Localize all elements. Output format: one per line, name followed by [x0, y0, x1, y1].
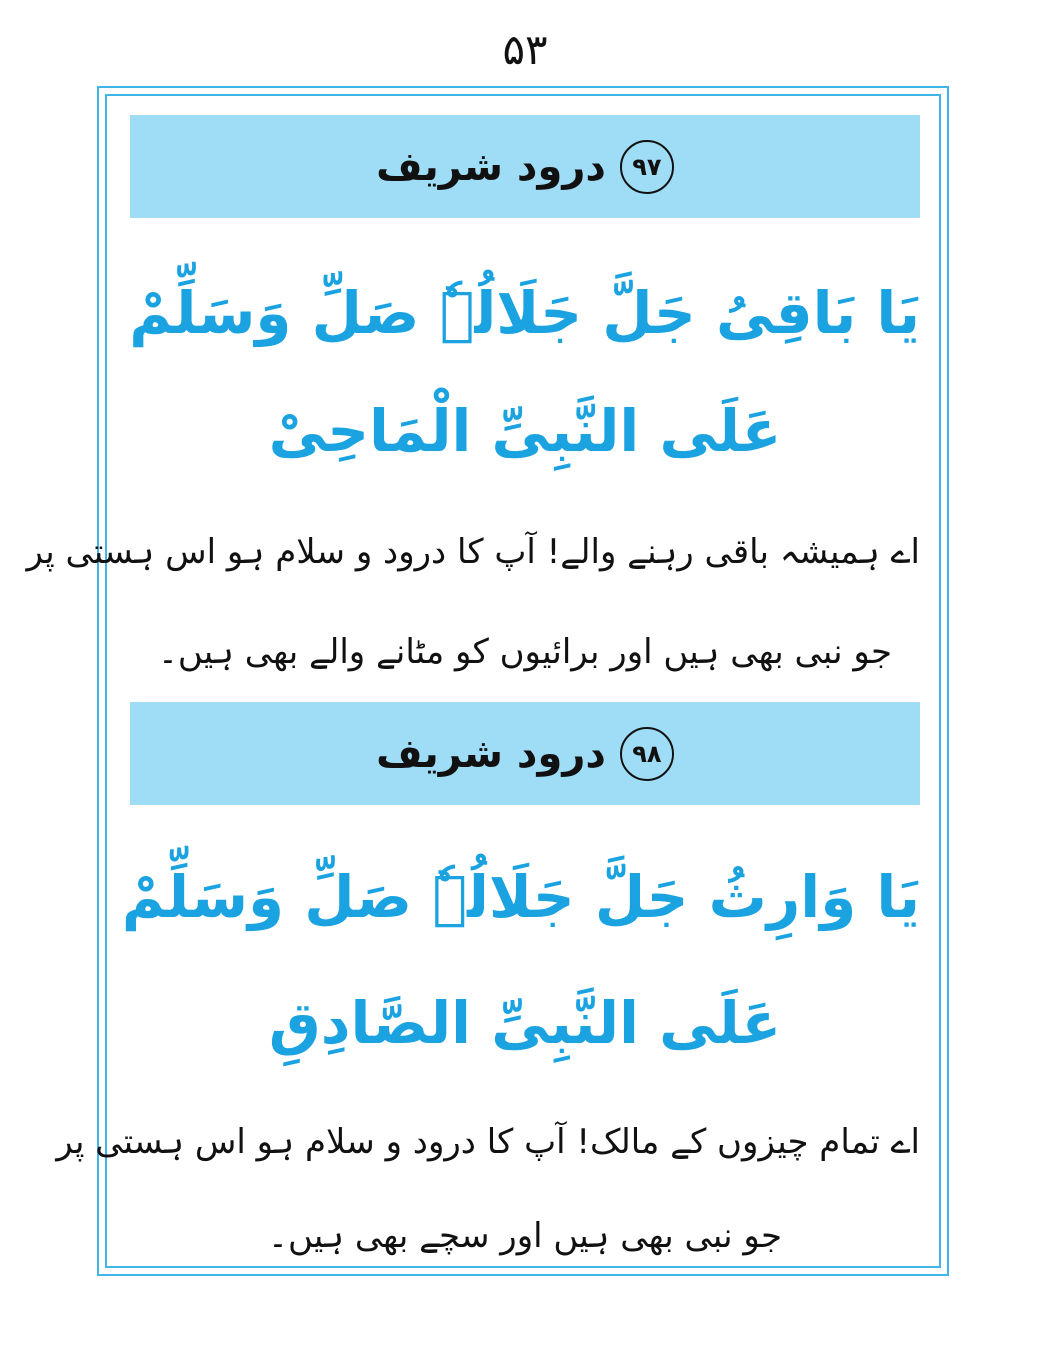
arabic-durood-line-1: یَا بَاقِیُ جَلَّ جَلَالُہٗ صَلِّ وَسَلِّمْ [129, 279, 920, 347]
urdu-translation-line-1: اے تمام چیزوں کے مالک! آپ کا درود و سلام ہو اس ہستی پر [56, 1122, 920, 1162]
section-header-98 [130, 702, 920, 805]
section-number-badge: ۹۷ [620, 140, 674, 194]
section-title: درود شریف [376, 730, 606, 777]
arabic-durood-line-1: یَا وَارِثُ جَلَّ جَلَالُہٗ صَلِّ وَسَلِّمْ [121, 863, 920, 931]
urdu-translation-line-2: جو نبی بھی ہیں اور برائیوں کو مٹانے والے بھی ہیں۔ [157, 632, 893, 672]
section-number-badge: ۹۸ [620, 727, 674, 781]
arabic-durood-line-2: عَلَى النَّبِیِّ الْمَاحِیْ [268, 397, 782, 465]
urdu-translation-line-1: اے ہمیشہ باقی رہنے والے! آپ کا درود و سلام ہو اس ہستی پر [26, 532, 920, 572]
arabic-durood-line-2: عَلَى النَّبِیِّ الصَّادِقِ [268, 989, 782, 1057]
page-number: ۵۳ [502, 25, 548, 74]
urdu-translation-line-2: جو نبی بھی ہیں اور سچے بھی ہیں۔ [268, 1216, 782, 1256]
section-header-97 [130, 115, 920, 218]
section-title: درود شریف [376, 143, 606, 190]
